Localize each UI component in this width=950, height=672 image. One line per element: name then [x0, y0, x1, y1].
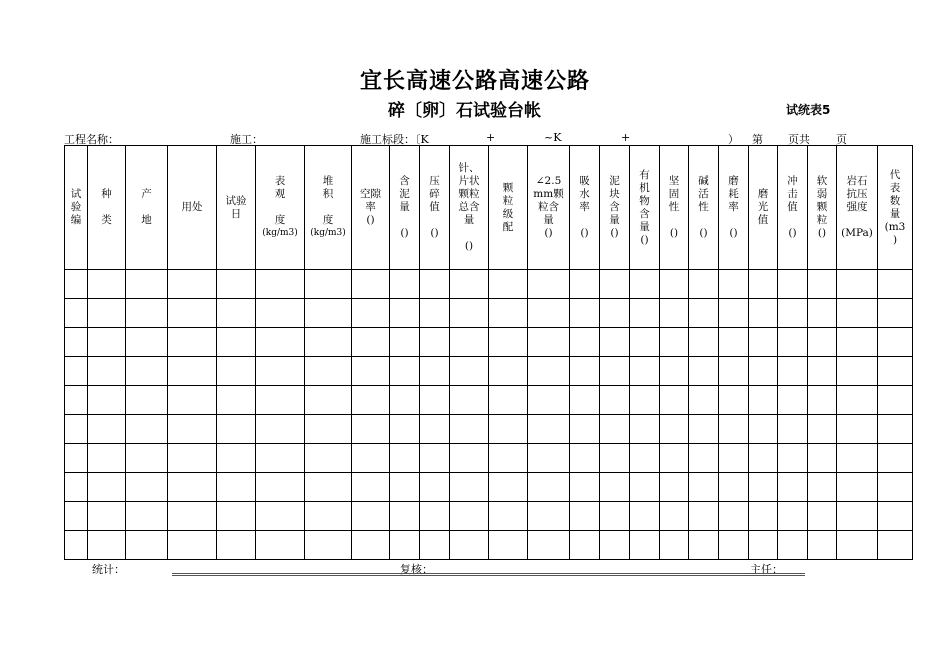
- table-cell[interactable]: [528, 531, 570, 560]
- table-cell[interactable]: [660, 502, 689, 531]
- table-cell[interactable]: [65, 531, 88, 560]
- table-cell[interactable]: [256, 299, 305, 328]
- table-cell[interactable]: [390, 502, 420, 531]
- table-cell[interactable]: [126, 502, 168, 531]
- table-cell[interactable]: [660, 444, 689, 473]
- table-cell[interactable]: [878, 502, 913, 531]
- table-row: [65, 473, 913, 502]
- table-cell[interactable]: [352, 415, 390, 444]
- table-cell[interactable]: [420, 502, 450, 531]
- table-cell[interactable]: [420, 444, 450, 473]
- table-cell[interactable]: [65, 444, 88, 473]
- table-cell[interactable]: [352, 270, 390, 299]
- table-cell[interactable]: [305, 415, 352, 444]
- table-cell[interactable]: [630, 299, 660, 328]
- table-row: [65, 299, 913, 328]
- table-cell[interactable]: [305, 386, 352, 415]
- table-cell[interactable]: [749, 502, 778, 531]
- table-cell[interactable]: [660, 386, 689, 415]
- table-row: [65, 444, 913, 473]
- table-cell[interactable]: [126, 328, 168, 357]
- table-cell[interactable]: [778, 299, 808, 328]
- table-cell[interactable]: [570, 270, 600, 299]
- table-cell[interactable]: [808, 502, 837, 531]
- table-cell[interactable]: [88, 531, 126, 560]
- table-cell[interactable]: [630, 473, 660, 502]
- col-header-flaky-particles: 针、 片状 颗粒 总含 量 (): [450, 146, 489, 270]
- page-number-label: 第: [752, 133, 763, 146]
- table-cell[interactable]: [168, 299, 217, 328]
- table-cell[interactable]: [88, 386, 126, 415]
- col-header-organic-content: 有 机 物 含 量 (): [630, 146, 660, 270]
- contractor-label: 施工：: [230, 133, 263, 146]
- col-header-bulk-density: 堆 积 度 (kg/m3): [305, 146, 352, 270]
- col-header-gradation: 颗 粒 级 配: [489, 146, 528, 270]
- table-cell[interactable]: [778, 444, 808, 473]
- table-cell[interactable]: [749, 357, 778, 386]
- table-cell[interactable]: [126, 531, 168, 560]
- table-cell[interactable]: [65, 415, 88, 444]
- table-cell[interactable]: [489, 299, 528, 328]
- table-cell[interactable]: [168, 415, 217, 444]
- table-cell[interactable]: [305, 473, 352, 502]
- table-cell[interactable]: [689, 473, 719, 502]
- table-cell[interactable]: [689, 415, 719, 444]
- table-cell[interactable]: [168, 444, 217, 473]
- table-row: [65, 415, 913, 444]
- table-cell[interactable]: [837, 270, 878, 299]
- table-cell[interactable]: [352, 357, 390, 386]
- table-cell[interactable]: [168, 502, 217, 531]
- table-cell[interactable]: [88, 502, 126, 531]
- table-cell[interactable]: [749, 531, 778, 560]
- table-cell[interactable]: [689, 502, 719, 531]
- table-cell[interactable]: [126, 299, 168, 328]
- table-cell[interactable]: [489, 473, 528, 502]
- table-cell[interactable]: [689, 531, 719, 560]
- table-cell[interactable]: [450, 270, 489, 299]
- table-row: [65, 502, 913, 531]
- table-cell[interactable]: [749, 270, 778, 299]
- table-cell[interactable]: [305, 299, 352, 328]
- table-cell[interactable]: [630, 328, 660, 357]
- table-cell[interactable]: [837, 357, 878, 386]
- table-cell[interactable]: [390, 270, 420, 299]
- table-cell[interactable]: [660, 415, 689, 444]
- table-cell[interactable]: [749, 415, 778, 444]
- section-plus-2: +: [621, 131, 631, 144]
- table-cell[interactable]: [390, 299, 420, 328]
- table-cell[interactable]: [450, 473, 489, 502]
- apparent-density-unit: (kg/m3): [262, 228, 298, 238]
- table-cell[interactable]: [749, 473, 778, 502]
- table-cell[interactable]: [749, 444, 778, 473]
- table-cell[interactable]: [719, 531, 749, 560]
- document-subtitle: 碎〔卵〕石试验台帐: [388, 101, 541, 121]
- table-cell[interactable]: [600, 415, 630, 444]
- table-cell[interactable]: [719, 444, 749, 473]
- table-cell[interactable]: [837, 328, 878, 357]
- form-code: 试统表5: [786, 103, 831, 117]
- col-header-void-ratio: 空隙 率 (): [352, 146, 390, 270]
- table-cell[interactable]: [489, 357, 528, 386]
- stats-label: 统计：: [92, 563, 125, 576]
- table-row: [65, 531, 913, 560]
- table-cell[interactable]: [450, 357, 489, 386]
- table-cell[interactable]: [65, 502, 88, 531]
- table-cell[interactable]: [450, 386, 489, 415]
- col-header-test-number: 试 验 编: [65, 146, 88, 270]
- table-cell[interactable]: [808, 386, 837, 415]
- table-cell[interactable]: [256, 386, 305, 415]
- table-cell[interactable]: [528, 473, 570, 502]
- col-header-type: 种 类: [88, 146, 126, 270]
- table-cell[interactable]: [450, 299, 489, 328]
- table-cell[interactable]: [88, 270, 126, 299]
- table-cell[interactable]: [600, 299, 630, 328]
- table-cell[interactable]: [489, 328, 528, 357]
- table-cell[interactable]: [837, 502, 878, 531]
- col-header-crushing-value: 压 碎 值 (): [420, 146, 450, 270]
- table-cell[interactable]: [660, 270, 689, 299]
- table-cell[interactable]: [450, 531, 489, 560]
- table-cell[interactable]: [256, 415, 305, 444]
- table-cell[interactable]: [390, 386, 420, 415]
- col-header-alkali-activity: 碱 活 性 (): [689, 146, 719, 270]
- table-cell[interactable]: [808, 531, 837, 560]
- table-cell[interactable]: [778, 270, 808, 299]
- section-to: ~K: [544, 131, 562, 144]
- col-header-soundness: 坚 固 性 (): [660, 146, 689, 270]
- table-cell[interactable]: [168, 357, 217, 386]
- table-cell[interactable]: [778, 357, 808, 386]
- table-cell[interactable]: [305, 270, 352, 299]
- table-cell[interactable]: [88, 473, 126, 502]
- table-cell[interactable]: [837, 299, 878, 328]
- document-title: 宜长高速公路高速公路: [359, 69, 590, 94]
- table-cell[interactable]: [217, 386, 256, 415]
- table-cell[interactable]: [570, 502, 600, 531]
- table-row: [65, 357, 913, 386]
- table-cell[interactable]: [305, 531, 352, 560]
- table-cell[interactable]: [65, 328, 88, 357]
- table-cell[interactable]: [528, 444, 570, 473]
- table-cell[interactable]: [88, 357, 126, 386]
- table-cell[interactable]: [837, 531, 878, 560]
- header-row: [65, 146, 913, 270]
- table-cell[interactable]: [168, 270, 217, 299]
- table-cell[interactable]: [878, 473, 913, 502]
- table-cell[interactable]: [528, 299, 570, 328]
- table-cell[interactable]: [168, 328, 217, 357]
- table-cell[interactable]: [168, 531, 217, 560]
- table-cell[interactable]: [420, 386, 450, 415]
- table-cell[interactable]: [390, 444, 420, 473]
- table-cell[interactable]: [305, 444, 352, 473]
- table-cell[interactable]: [660, 328, 689, 357]
- table-cell[interactable]: [660, 473, 689, 502]
- table-cell[interactable]: [837, 473, 878, 502]
- table-cell[interactable]: [689, 299, 719, 328]
- project-name-label: 工程名称：: [64, 133, 119, 146]
- table-cell[interactable]: [570, 357, 600, 386]
- col-header-usage: 用处: [168, 146, 217, 270]
- table-cell[interactable]: [630, 502, 660, 531]
- table-cell[interactable]: [570, 386, 600, 415]
- table-cell[interactable]: [719, 328, 749, 357]
- table-cell[interactable]: [420, 415, 450, 444]
- table-cell[interactable]: [808, 328, 837, 357]
- test-ledger-table: [64, 145, 913, 560]
- table-cell[interactable]: [352, 502, 390, 531]
- table-cell[interactable]: [778, 415, 808, 444]
- table-cell[interactable]: [88, 444, 126, 473]
- table-cell[interactable]: [420, 270, 450, 299]
- table-row: [65, 270, 913, 299]
- table-cell[interactable]: [878, 415, 913, 444]
- col-header-polishing-value: 磨 光 值: [749, 146, 778, 270]
- table-cell[interactable]: [630, 386, 660, 415]
- table-cell[interactable]: [630, 415, 660, 444]
- table-cell[interactable]: [837, 444, 878, 473]
- table-cell[interactable]: [878, 270, 913, 299]
- table-cell[interactable]: [450, 415, 489, 444]
- table-cell[interactable]: [878, 328, 913, 357]
- table-cell[interactable]: [352, 386, 390, 415]
- table-cell[interactable]: [88, 299, 126, 328]
- table-cell[interactable]: [217, 502, 256, 531]
- table-cell[interactable]: [600, 444, 630, 473]
- table-cell[interactable]: [808, 270, 837, 299]
- table-cell[interactable]: [420, 299, 450, 328]
- table-cell[interactable]: [390, 531, 420, 560]
- table-cell[interactable]: [808, 357, 837, 386]
- table-cell[interactable]: [660, 299, 689, 328]
- table-cell[interactable]: [778, 502, 808, 531]
- col-header-origin: 产 地: [126, 146, 168, 270]
- table-cell[interactable]: [689, 357, 719, 386]
- table-cell[interactable]: [570, 299, 600, 328]
- table-cell[interactable]: [878, 531, 913, 560]
- col-header-water-absorption: 吸 水 率 (): [570, 146, 600, 270]
- table-cell[interactable]: [600, 357, 630, 386]
- table-cell[interactable]: [305, 357, 352, 386]
- table-cell[interactable]: [168, 386, 217, 415]
- table-cell[interactable]: [570, 328, 600, 357]
- table-cell[interactable]: [528, 270, 570, 299]
- section-close: ）: [728, 133, 739, 146]
- director-label: 主任：: [750, 563, 783, 576]
- table-cell[interactable]: [256, 328, 305, 357]
- table-cell[interactable]: [837, 386, 878, 415]
- table-cell[interactable]: [749, 328, 778, 357]
- col-header-fine-particles: ∠2.5 mm颗 粒含 量 (): [528, 146, 570, 270]
- table-cell[interactable]: [126, 357, 168, 386]
- table-cell[interactable]: [168, 473, 217, 502]
- table-cell[interactable]: [352, 444, 390, 473]
- table-cell[interactable]: [352, 328, 390, 357]
- table-cell[interactable]: [489, 386, 528, 415]
- table-cell[interactable]: [420, 357, 450, 386]
- table-cell[interactable]: [570, 415, 600, 444]
- table-cell[interactable]: [719, 357, 749, 386]
- table-cell[interactable]: [217, 473, 256, 502]
- table-cell[interactable]: [390, 473, 420, 502]
- table-cell[interactable]: [489, 531, 528, 560]
- page-total-label: 页共: [788, 133, 810, 146]
- table-cell[interactable]: [600, 270, 630, 299]
- table-cell[interactable]: [420, 531, 450, 560]
- table-cell[interactable]: [778, 531, 808, 560]
- table-cell[interactable]: [719, 270, 749, 299]
- col-header-impact-value: 冲 击 值 (): [778, 146, 808, 270]
- review-label: 复核：: [400, 563, 433, 576]
- table-cell[interactable]: [352, 531, 390, 560]
- table-row: [65, 386, 913, 415]
- table-cell[interactable]: [570, 473, 600, 502]
- table-cell[interactable]: [878, 357, 913, 386]
- table-cell[interactable]: [256, 502, 305, 531]
- table-cell[interactable]: [65, 473, 88, 502]
- table-cell[interactable]: [256, 270, 305, 299]
- table-cell[interactable]: [126, 444, 168, 473]
- table-cell[interactable]: [217, 531, 256, 560]
- table-cell[interactable]: [489, 502, 528, 531]
- table-cell[interactable]: [450, 502, 489, 531]
- table-cell[interactable]: [778, 473, 808, 502]
- table-cell[interactable]: [600, 473, 630, 502]
- table-cell[interactable]: [126, 415, 168, 444]
- table-cell[interactable]: [689, 270, 719, 299]
- table-row: [65, 328, 913, 357]
- table-cell[interactable]: [808, 415, 837, 444]
- table-cell[interactable]: [126, 270, 168, 299]
- col-header-weak-particles: 软 弱 颗 粒 (): [808, 146, 837, 270]
- table-cell[interactable]: [719, 502, 749, 531]
- table-cell[interactable]: [88, 415, 126, 444]
- table-cell[interactable]: [256, 444, 305, 473]
- col-header-rock-strength: 岩石 抗压 强度 (MPa): [837, 146, 878, 270]
- table-cell[interactable]: [570, 531, 600, 560]
- table-cell[interactable]: [126, 473, 168, 502]
- table-cell[interactable]: [570, 444, 600, 473]
- table-cell[interactable]: [88, 328, 126, 357]
- table-cell[interactable]: [352, 473, 390, 502]
- table-cell[interactable]: [630, 270, 660, 299]
- table-cell[interactable]: [305, 502, 352, 531]
- table-cell[interactable]: [217, 357, 256, 386]
- table-cell[interactable]: [126, 386, 168, 415]
- table-cell[interactable]: [420, 328, 450, 357]
- col-header-test-date: 试验 日: [217, 146, 256, 270]
- table-cell[interactable]: [719, 299, 749, 328]
- table-cell[interactable]: [630, 531, 660, 560]
- table-cell[interactable]: [528, 502, 570, 531]
- table-cell[interactable]: [749, 299, 778, 328]
- col-header-represented-quantity: 代 表 数 量 (m3 ): [878, 146, 913, 270]
- table-cell[interactable]: [837, 415, 878, 444]
- table-cell[interactable]: [878, 444, 913, 473]
- table-cell[interactable]: [600, 531, 630, 560]
- bottom-double-rule: [172, 573, 805, 576]
- table-cell[interactable]: [719, 415, 749, 444]
- table-cell[interactable]: [450, 444, 489, 473]
- table-cell[interactable]: [528, 357, 570, 386]
- page-end-label: 页: [836, 133, 847, 146]
- ledger-body: [65, 270, 913, 560]
- table-cell[interactable]: [450, 328, 489, 357]
- table-cell[interactable]: [217, 444, 256, 473]
- table-cell[interactable]: [778, 386, 808, 415]
- bulk-density-unit: (kg/m3): [310, 228, 346, 238]
- section-label: 施工标段：〔K: [360, 133, 429, 146]
- table-cell[interactable]: [689, 444, 719, 473]
- table-cell[interactable]: [778, 328, 808, 357]
- table-cell[interactable]: [600, 328, 630, 357]
- col-header-apparent-density: 表 观 度 (kg/m3): [256, 146, 305, 270]
- table-cell[interactable]: [719, 386, 749, 415]
- table-cell[interactable]: [808, 299, 837, 328]
- table-cell[interactable]: [719, 473, 749, 502]
- table-cell[interactable]: [217, 270, 256, 299]
- table-cell[interactable]: [660, 531, 689, 560]
- table-cell[interactable]: [489, 444, 528, 473]
- table-cell[interactable]: [217, 328, 256, 357]
- table-cell[interactable]: [630, 357, 660, 386]
- table-cell[interactable]: [217, 299, 256, 328]
- table-cell[interactable]: [749, 386, 778, 415]
- table-cell[interactable]: [65, 299, 88, 328]
- table-cell[interactable]: [600, 502, 630, 531]
- table-cell[interactable]: [256, 473, 305, 502]
- table-cell[interactable]: [600, 386, 630, 415]
- table-cell[interactable]: [65, 270, 88, 299]
- col-header-mud-content: 含 泥 量 (): [390, 146, 420, 270]
- table-cell[interactable]: [878, 299, 913, 328]
- table-cell[interactable]: [808, 473, 837, 502]
- table-cell[interactable]: [352, 299, 390, 328]
- table-cell[interactable]: [390, 415, 420, 444]
- table-cell[interactable]: [256, 357, 305, 386]
- table-cell[interactable]: [489, 270, 528, 299]
- table-cell[interactable]: [65, 386, 88, 415]
- table-cell[interactable]: [528, 386, 570, 415]
- table-cell[interactable]: [305, 328, 352, 357]
- table-cell[interactable]: [689, 328, 719, 357]
- table-cell[interactable]: [489, 415, 528, 444]
- table-cell[interactable]: [390, 328, 420, 357]
- table-cell[interactable]: [808, 444, 837, 473]
- col-header-abrasion-rate: 磨 耗 率 (): [719, 146, 749, 270]
- table-cell[interactable]: [217, 415, 256, 444]
- table-cell[interactable]: [878, 386, 913, 415]
- table-cell[interactable]: [420, 473, 450, 502]
- table-cell[interactable]: [630, 444, 660, 473]
- table-cell[interactable]: [390, 357, 420, 386]
- table-cell[interactable]: [65, 357, 88, 386]
- col-header-clay-lumps: 泥 块 含 量 (): [600, 146, 630, 270]
- table-cell[interactable]: [256, 531, 305, 560]
- table-cell[interactable]: [689, 386, 719, 415]
- section-plus-1: +: [486, 131, 496, 144]
- table-cell[interactable]: [528, 415, 570, 444]
- table-cell[interactable]: [660, 357, 689, 386]
- table-cell[interactable]: [528, 328, 570, 357]
